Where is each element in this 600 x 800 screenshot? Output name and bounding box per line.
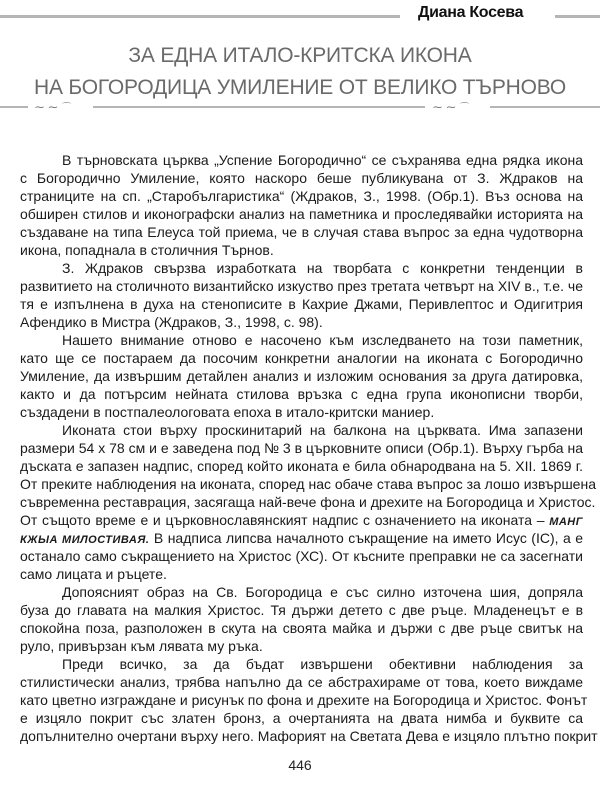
text-line: размери 54 x 78 см и е заведена под № 3 в църковните описи (Обр.1). Върху гърба на <box>20 440 583 456</box>
paragraph <box>20 655 598 745</box>
text-line: останало само съкращението на Христос (ХС). От късните преправки не са засегнати <box>20 548 583 564</box>
text-line: като ще се постараем да посочим конкретни аналогии на иконата с Богородично <box>20 350 583 366</box>
paragraph <box>20 259 583 331</box>
text-line: Преди всичко, за да бъдат извършени обективни наблюдения за <box>62 656 583 672</box>
article-body <box>20 151 598 745</box>
ornament-rule <box>93 106 425 108</box>
inscription-text: КЖЫА МИЛОСТИВАЯ. <box>20 534 150 546</box>
text-line: икона, попаднала в столичния Търнов. <box>20 242 274 258</box>
text-line: страниците на сп. „Старобългаристика“ (Ждраков, З., 1998. (Обр.1). Въз основа на <box>20 188 583 204</box>
text-line: дъската е запазен надпис, според който иконата е била обнародвана на 5. XII. 1869 г. <box>20 458 583 474</box>
text-line: развитието на столичното византийско изкуство през третата четвърт на XIV в., т.е. че <box>20 278 583 294</box>
text-line: както и да потърсим нейната стилова връзка с една група иконописни творби, <box>20 386 583 402</box>
running-header-author: Диана Косева <box>418 4 524 21</box>
paragraph <box>20 421 596 583</box>
text-line: Нашето внимание отново е насочено към изследването на този паметник, <box>62 332 583 348</box>
article-title <box>0 40 600 104</box>
paragraph <box>20 583 583 655</box>
ornament-right-icon: ⁓ ⁓ ⌒ <box>433 102 471 112</box>
ornament-rule <box>490 106 600 108</box>
title-line-1: ЗА ЕДНА ИТАЛО-КРИТСКА ИКОНА <box>128 44 472 67</box>
text-line: само лицата и ръцете. <box>20 566 167 582</box>
inscription-text: МАНГ <box>549 516 584 528</box>
text-segment: В надписа липсва началното съкращение на името Исус (IC), а е <box>153 530 583 546</box>
text-line: От преките наблюдения на иконата, според нас обаче става въпрос за лошо извършена <box>20 476 596 492</box>
text-line: е изцяло покрит със златен бронз, а очертанията на двата нимба и буквите са <box>20 710 583 726</box>
text-line: стилистически анализ, трябва напълно да се абстрахираме от това, което виждаме <box>20 674 583 690</box>
text-line: буза до главата на малкия Христос. Тя държи детето с две ръце. Младенецът е в <box>20 602 583 618</box>
text-line: руло, привързан към лявата му ръка. <box>20 638 263 654</box>
text-line <box>20 529 583 547</box>
text-line: тя е изпълнена в духа на стенописите в Кахрие Джами, Перивлептос и Одигитрия <box>20 296 583 312</box>
text-line: Афендико в Мистра (Ждраков, З., 1998, с. 98). <box>20 314 323 330</box>
text-line: З. Ждраков свързва изработката на творбата с конкретни тенденции в <box>62 260 583 276</box>
text-line: Допоясният образ на Св. Богородица е със силно източена шия, допряла <box>62 584 583 600</box>
text-line: съвременна реставрация, засягаща най-вече фона и дрехите на Богородица и Христос. <box>20 494 596 510</box>
title-line-2: НА БОГОРОДИЦА УМИЛЕНИЕ ОТ ВЕЛИКО ТЪРНОВО <box>34 76 566 99</box>
text-line: допълнително очертани върху него. Мафорият на Светата Дева е изцяло плътно покрит <box>20 728 598 744</box>
text-line: създадени в постпалеологовата епоха в итало-критски маниер. <box>20 404 435 420</box>
text-line: като цветно изграждане и рисунък по фона и дрехите на Богородица и Христос. Фонът <box>20 692 588 708</box>
paragraph <box>20 151 583 259</box>
paragraph <box>20 331 583 421</box>
page-number: 446 <box>288 757 312 773</box>
text-line: Иконата стои върху проскинитарий на балкона на църквата. Има запазени <box>62 422 583 438</box>
text-line: с Богородично Умиление, която наскоро беше публикувана от З. Ждраков на <box>20 170 583 186</box>
ornament-rule <box>0 106 28 108</box>
ornament-left-icon: ⁓ ⁓ ⌒ <box>35 102 73 112</box>
text-line: спокойна поза, разположен в скута на своята майка и държи с две ръце свитък на <box>20 620 583 636</box>
text-line: Умиление, да извършим детайлен анализ и изложим основания за друга датировка, <box>20 368 583 384</box>
header-rule-left <box>0 15 400 18</box>
text-segment: От същото време е и църковнославянският надпис с означението на иконата – <box>20 512 545 528</box>
header-rule-right <box>555 15 600 18</box>
text-line <box>20 511 583 529</box>
text-line: В търновската църква „Успение Богородично“ се съхранява една рядка икона <box>62 152 583 168</box>
text-line: създаване на типа Елеуса той приема, че в случая става въпрос за една чудотворна <box>20 224 583 240</box>
text-line: обширен стилов и иконографски анализ на паметника и проследявайки историята на <box>20 206 583 222</box>
